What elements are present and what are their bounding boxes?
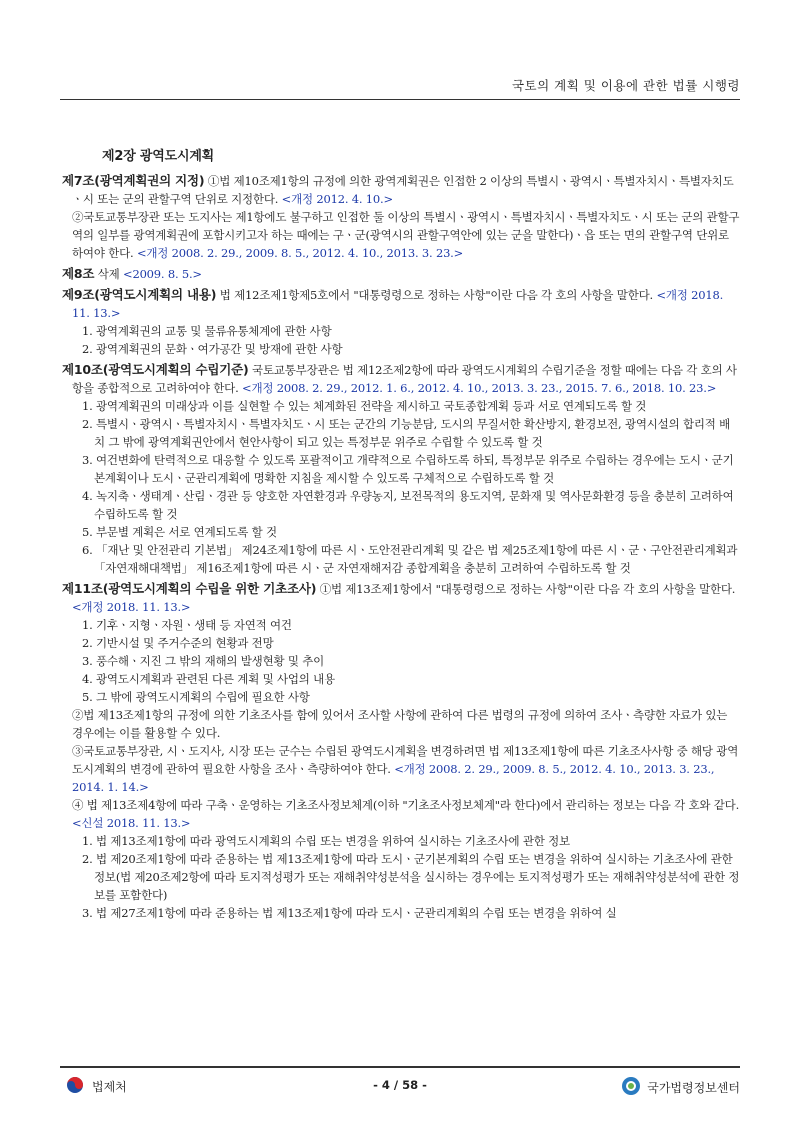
paragraph-text: ③국토교통부장관, 시ㆍ도지사, 시장 또는 군수는 수립된 광역도시계획을 변경하려면 법 제13조제1항에 따른 기초조사사항 중 해당 광역도시계획의 변경에 관하여 필요한 사항을 조사ㆍ측량하여야 한다. [72, 744, 739, 776]
article-7 [62, 172, 740, 208]
list-item: 1. 광역계획권의 미래상과 이를 실현할 수 있는 체계화된 전략을 제시하고 국토종합계획 등과 서로 연계되도록 할 것 [82, 399, 647, 413]
article-heading: 제11조(광역도시계획의 수립을 위한 기초조사) [62, 581, 317, 596]
list-item: 1. 법 제13조제1항에 따라 광역도시계획의 수립 또는 변경을 위하여 실시하는 기초조사에 관한 정보 [82, 834, 570, 848]
article-11-paragraph-4 [62, 796, 740, 832]
footer-left-label: 법제처 [92, 1080, 127, 1094]
list-item: 5. 부문별 계획은 서로 연계되도록 할 것 [82, 525, 277, 539]
list-item: 3. 풍수해ㆍ지진 그 밖의 재해의 발생현황 및 추이 [82, 654, 325, 668]
amendment-note: <개정 2018. 11. 13.> [72, 288, 724, 320]
list-item: 2. 광역계획권의 문화ㆍ여가공간 및 방재에 관한 사항 [82, 342, 343, 356]
article-heading: 제10조(광역도시계획의 수립기준) [62, 362, 249, 377]
list-item: 3. 여건변화에 탄력적으로 대응할 수 있도록 포괄적이고 개략적으로 수립하도록 하되, 특정부문 위주로 수립하는 경우에는 도시ㆍ군기본계획이나 도시ㆍ군관리계획에 명확한 지침을 제시할 수 있도록 구체적으로 수립하도록 할 것 [82, 453, 734, 485]
list-item: 6. 「재난 및 안전관리 기본법」 제24조제1항에 따른 시ㆍ도안전관리계획 및 같은 법 제25조제1항에 따른 시ㆍ군ㆍ구안전관리계획과 「자연재해대책법」 제16조제1항에 따른 시ㆍ군 자연재해저감 종합계획을 충분히 고려하여 수립하도록 할 것 [82, 543, 738, 575]
list-item: 2. 기반시설 및 주거수준의 현황과 전망 [82, 636, 274, 650]
paragraph-text: ④ 법 제13조제4항에 따라 구축ㆍ운영하는 기초조사정보체계(이하 "기초조사정보체계"라 한다)에서 관리하는 정보는 다음 각 호와 같다. [72, 798, 740, 812]
amendment-note: <신설 2018. 11. 13.> [72, 816, 191, 830]
article-11 [62, 580, 740, 616]
list-item: 5. 그 밖에 광역도시계획의 수립에 필요한 사항 [82, 690, 310, 704]
article-11-paragraph-2 [62, 706, 740, 742]
paragraph-text: ②법 제13조제1항의 규정에 의한 기초조사를 함에 있어서 조사할 사항에 관하여 다른 법령의 규정에 의하여 조사ㆍ측량한 자료가 있는 경우에는 이를 활용할 수 있다. [72, 708, 728, 740]
article-8 [62, 265, 740, 283]
footer-rule [60, 1066, 740, 1068]
article-heading: 제9조(광역도시계획의 내용) [62, 287, 217, 302]
article-10 [62, 361, 740, 397]
list-item: 1. 기후ㆍ지형ㆍ자원ㆍ생태 등 자연적 여건 [82, 618, 292, 632]
list-item: 2. 특별시ㆍ광역시ㆍ특별자치시ㆍ특별자치도ㆍ시 또는 군간의 기능분담, 도시의 무질서한 확산방지, 환경보전, 광역시설의 합리적 배치 그 밖에 광역계획권안에서 현안사항이 되고 있는 특정부문 위주로 수립할 수 있도록 할 것 [82, 417, 731, 449]
article-9 [62, 286, 740, 322]
list-item: 1. 광역계획권의 교통 및 물류유통체계에 관한 사항 [82, 324, 332, 338]
footer-right-label: 국가법령정보센터 [647, 1081, 740, 1095]
amendment-note: <개정 2008. 2. 29., 2012. 1. 6., 2012. 4. 10., 2013. 3. 23., 2015. 7. 6., 2018. 10. 23.> [242, 381, 717, 395]
article-11-paragraph-3 [62, 742, 740, 796]
paragraph-text: ①법 제10조제1항의 규정에 의한 광역계획권은 인접한 2 이상의 특별시ㆍ광역시ㆍ특별자치시ㆍ특별자치도ㆍ시 또는 군의 관할구역 단위로 지정한다. [72, 174, 734, 206]
header-rule [60, 99, 740, 100]
list-item: 2. 법 제20조제1항에 따라 준용하는 법 제13조제1항에 따라 도시ㆍ군기본계획의 수립 또는 변경을 위하여 실시하는 기초조사에 관한 정보(법 제20조제2항에 따라 토지적성평가 또는 재해취약성분석을 실시하는 경우에는 토지적성평가 또는 재해취약성분석에 관한 정보를 포함한다) [82, 852, 740, 902]
footer-right [621, 1076, 740, 1099]
article-heading: 제7조(광역계획권의 지정) [62, 173, 205, 188]
article-text: 삭제 [97, 267, 120, 281]
article-text: 법 제12조제1항제5호에서 "대통령령으로 정하는 사항"이란 다음 각 호의 사항을 말한다. [219, 288, 653, 302]
article-heading: 제8조 [62, 266, 95, 281]
page-footer [60, 1072, 740, 1102]
law-center-logo-icon [621, 1076, 641, 1099]
document-body [62, 148, 740, 922]
amendment-note: <2009. 8. 5.> [123, 267, 202, 281]
article-text: 국토교통부장관은 법 제12조제2항에 따라 광역도시계획의 수립기준을 정할 때에는 다음 각 호의 사항을 종합적으로 고려하여야 한다. [72, 363, 737, 395]
page-number: - 4 / 58 - [373, 1078, 427, 1092]
paragraph-text: ②국토교통부장관 또는 도지사는 제1항에도 불구하고 인접한 둘 이상의 특별시ㆍ광역시ㆍ특별자치시ㆍ특별자치도ㆍ시 또는 군의 관할구역의 일부를 광역계획권에 포함시키고자 하는 때에는 구ㆍ군(광역시의 관할구역안에 있는 군을 말한다)ㆍ읍 또는 면의 관할구역 단위로 하여야 한다. [72, 210, 740, 260]
amendment-note: <개정 2018. 11. 13.> [72, 600, 191, 614]
amendment-note: <개정 2008. 2. 29., 2009. 8. 5., 2012. 4. 10., 2013. 3. 23.> [136, 246, 464, 260]
amendment-note: <개정 2012. 4. 10.> [281, 192, 393, 206]
list-item: 4. 광역도시계획과 관련된 다른 계획 및 사업의 내용 [82, 672, 335, 686]
amendment-note: <개정 2008. 2. 29., 2009. 8. 5., 2012. 4. 10., 2013. 3. 23., 2014. 1. 14.> [72, 762, 715, 794]
running-header: 국토의 계획 및 이용에 관한 법률 시행령 [511, 78, 740, 93]
list-item: 4. 녹지축ㆍ생태계ㆍ산림ㆍ경관 등 양호한 자연환경과 우량농지, 보전목적의 용도지역, 문화재 및 역사문화환경 등을 충분히 고려하여 수립하도록 할 것 [82, 489, 734, 521]
chapter-title: 제2장 광역도시계획 [102, 149, 215, 164]
article-7-paragraph-2 [62, 208, 740, 262]
list-item: 3. 법 제27조제1항에 따라 준용하는 법 제13조제1항에 따라 도시ㆍ군관리계획의 수립 또는 변경을 위하여 실 [82, 906, 617, 920]
article-text: ①법 제13조제1항에서 "대통령령으로 정하는 사항"이란 다음 각 호의 사항을 말한다. [319, 582, 736, 596]
